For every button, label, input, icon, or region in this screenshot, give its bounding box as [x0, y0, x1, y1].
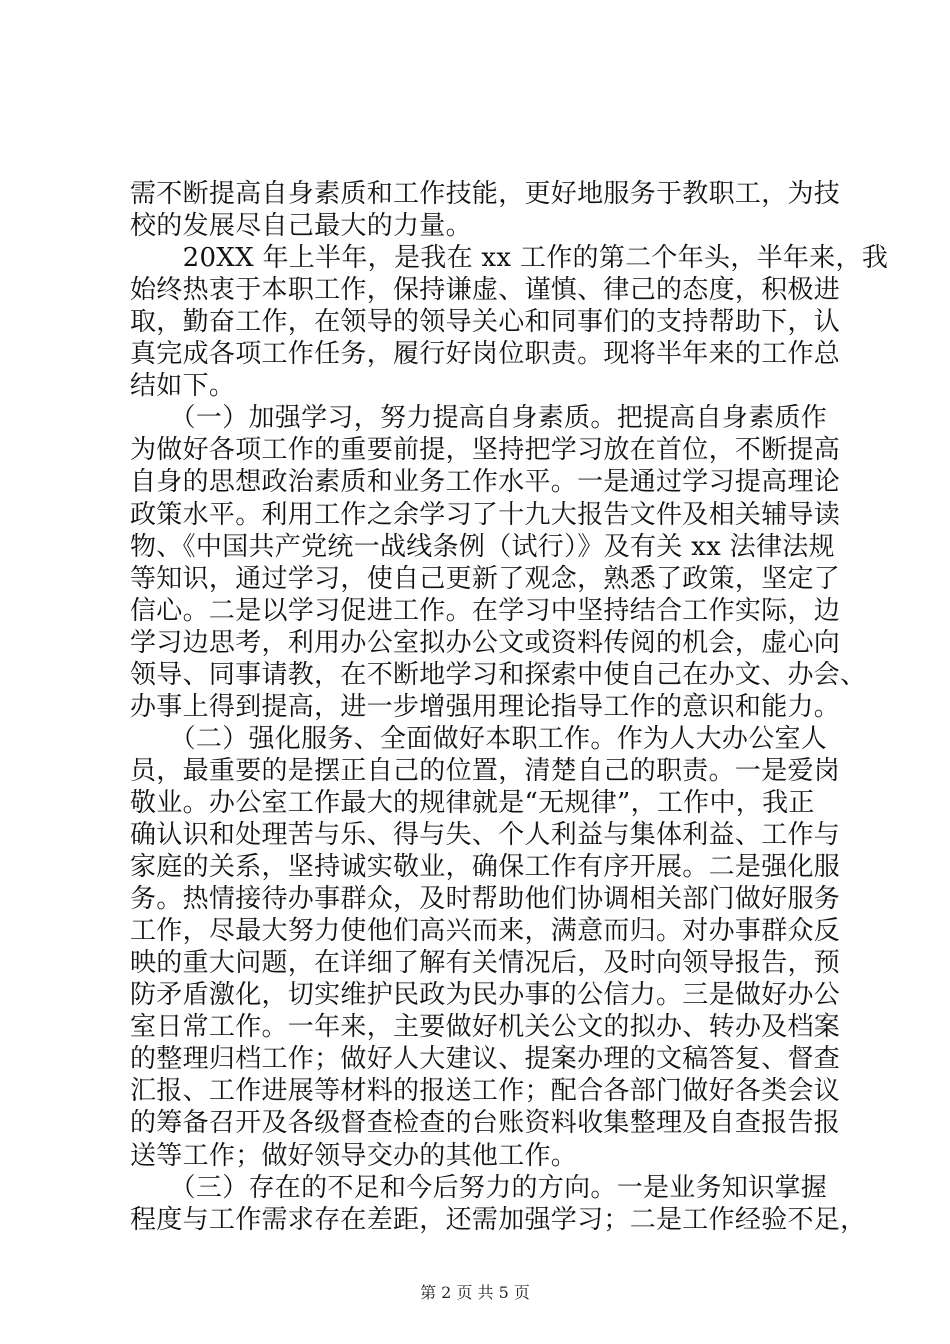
text-line: 送等工作；做好领导交办的其他工作。 — [130, 1140, 578, 1171]
text-line: 为做好各项工作的重要前提，坚持把学习放在首位，不断提高 — [130, 435, 841, 466]
text-line: 汇报、工作进展等材料的报送工作；配合各部门做好各类会议 — [130, 1076, 841, 1107]
text-line: 等知识，通过学习，使自己更新了观念，熟悉了政策，坚定了 — [130, 563, 841, 594]
text-line: 的整理归档工作；做好人大建议、提案办理的文稿答复、督查 — [130, 1044, 841, 1075]
text-line: 员，最重要的是摆正自己的位置，清楚自己的职责。一是爱岗 — [130, 755, 841, 786]
text-line: 需不断提高自身素质和工作技能，更好地服务于教职工，为技 — [130, 179, 841, 209]
text-line: 敬业。办公室工作最大的规律就是“无规律”，工作中，我正 — [130, 787, 815, 818]
text-line: 政策水平。利用工作之余学习了十九大报告文件及相关辅导读 — [130, 499, 841, 530]
text-line: 映的重大问题，在详细了解有关情况后，及时向领导报告，预 — [130, 948, 841, 979]
text-line: 的筹备召开及各级督查检查的台账资料收集整理及自查报告报 — [130, 1108, 841, 1139]
text-line: 始终热衷于本职工作，保持谦虚、谨慎、律己的态度，积极进 — [130, 275, 841, 306]
text-line: 校的发展尽自己最大的力量。 — [130, 211, 472, 242]
text-line: （三）存在的不足和今后努力的方向。一是业务知识掌握 — [130, 1172, 828, 1203]
text-line: （一）加强学习，努力提高自身素质。把提高自身素质作 — [130, 403, 828, 434]
text-line: 务。热情接待办事群众，及时帮助他们协调相关部门做好服务 — [130, 884, 841, 915]
text-line: 自身的思想政治素质和业务工作水平。一是通过学习提高理论 — [130, 467, 841, 498]
text-line: 家庭的关系，坚持诚实敬业，确保工作有序开展。二是强化服 — [130, 852, 841, 883]
page-footer: 第 2 页 共 5 页 — [420, 1283, 530, 1302]
text-line: 确认识和处理苦与乐、得与失、个人利益与集体利益、工作与 — [130, 820, 841, 850]
text-line: 学习边思考，利用办公室拟办公文或资料传阅的机会，虚心向 — [130, 627, 841, 658]
text-line: 取，勤奋工作，在领导的领导关心和同事们的支持帮助下，认 — [130, 307, 841, 338]
text-line: 办事上得到提高，进一步增强用理论指导工作的意识和能力。 — [130, 691, 841, 722]
text-line: 工作，尽最大努力使他们高兴而来，满意而归。对办事群众反 — [130, 916, 841, 947]
text-line: 信心。二是以学习促进工作。在学习中坚持结合工作实际，边 — [130, 595, 841, 626]
text-line: 防矛盾激化，切实维护民政为民办事的公信力。三是做好办公 — [130, 980, 841, 1011]
text-line: 领导、同事请教，在不断地学习和探索中使自己在办文、办会、 — [130, 659, 867, 690]
text-line: 真完成各项工作任务，履行好岗位职责。现将半年来的工作总 — [130, 339, 841, 370]
text-line: 室日常工作。一年来，主要做好机关公文的拟办、转办及档案 — [130, 1012, 841, 1043]
text-line: 结如下。 — [130, 371, 236, 402]
text-line: 20XX 年上半年，是我在 xx 工作的第二个年头，半年来，我 — [130, 243, 889, 274]
text-line: 物、《中国共产党统一战线条例（试行）》及有关 xx 法律法规 — [130, 531, 835, 562]
text-line: （二）强化服务、全面做好本职工作。作为人大办公室人 — [130, 723, 828, 754]
text-line: 程度与工作需求存在差距，还需加强学习；二是工作经验不足， — [130, 1204, 867, 1235]
